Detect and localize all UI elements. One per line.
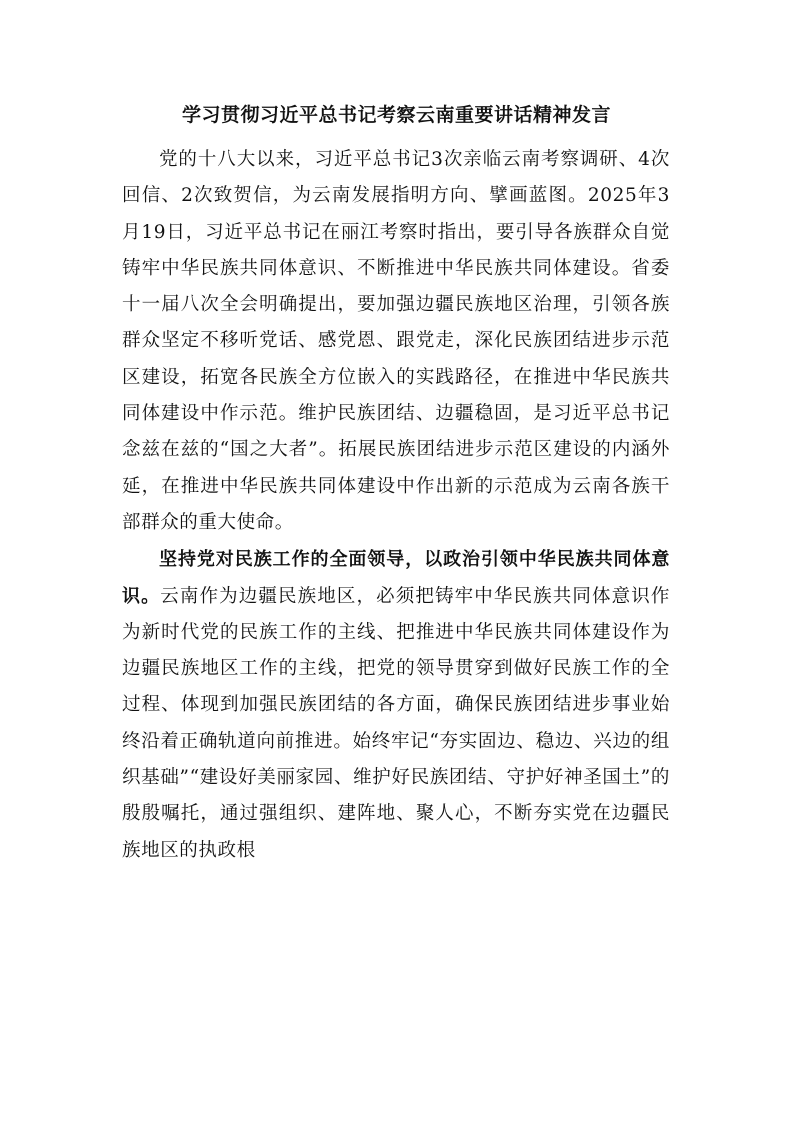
document-title: 学习贯彻习近平总书记考察云南重要讲话精神发言: [181, 104, 611, 126]
paragraph-intro: [122, 142, 670, 541]
paragraph-text: 党的十八大以来，习近平总书记3次亲临云南考察调研、4次回信、2次致贺信，为云南发展指明方向、擘画蓝图。2025年3月19日，习近平总书记在丽江考察时指出，要引导各族群众自觉铸牢中华民族共同体意识、不断推进中华民族共同体建设。省委十一届八次全会明确提出，要加强边疆民族地区治理，引领各族群众坚定不移听党话、感党恩、跟党走，深化民族团结进步示范区建设，拓宽各民族全方位嵌入的实践路径，在推进中华民族共同体建设中作示范。维护民族团结、边疆稳固，是习近平总书记念兹在兹的“国之大者”。拓展民族团结进步示范区建设的内涵外延，在推进中华民族共同体建设中作出新的示范成为云南各族干部群众的重大使命。: [122, 149, 670, 533]
paragraph-text: 云南作为边疆民族地区，必须把铸牢中华民族共同体意识作为新时代党的民族工作的主线、把推进中华民族共同体建设作为边疆民族地区工作的主线，把党的领导贯穿到做好民族工作的全过程、体现到加强民族团结的各方面，确保民族团结进步事业始终沿着正确轨道向前推进。始终牢记“夯实固边、稳边、兴边的组织基础”“建设好美丽家园、维护好民族团结、守护好神圣国土”的殷殷嘱托，通过强组织、建阵地、聚人心，不断夯实党在边疆民族地区的执政根: [122, 585, 671, 861]
paragraph-lead: 坚持党对民族工作的全面领导，以政治引领中华民族共同体意识。: [122, 549, 670, 607]
paragraph-party-leadership: [122, 542, 670, 869]
document-body: [122, 142, 670, 869]
